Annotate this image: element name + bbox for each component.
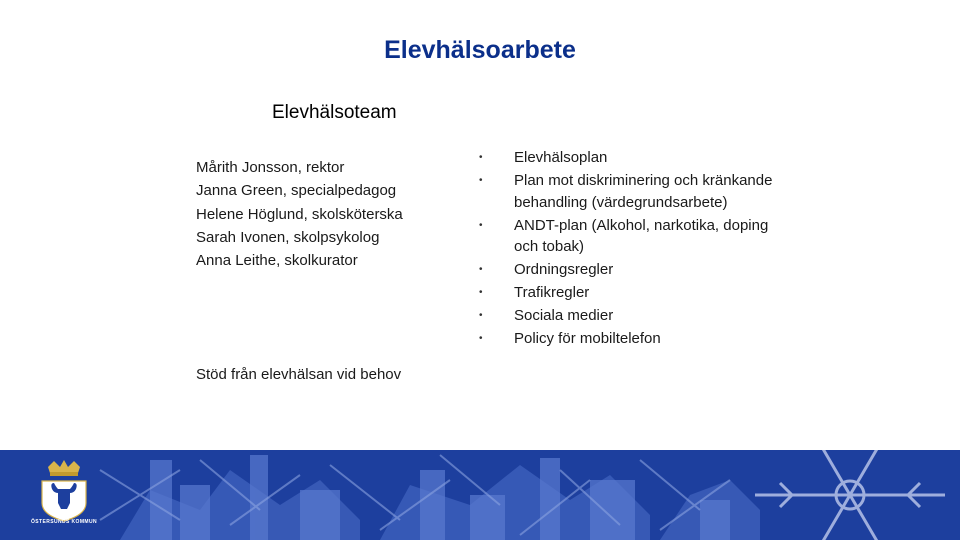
- document-label: Trafikregler: [514, 284, 590, 301]
- document-label: Plan mot diskriminering och kränkande behandling (värdegrundsarbete): [514, 172, 773, 211]
- team-heading: Elevhälsoteam: [272, 102, 397, 123]
- team-members-list: [196, 156, 403, 272]
- bullet-icon: •: [479, 152, 483, 163]
- documents-list: [474, 147, 774, 351]
- bullet-icon: •: [479, 333, 483, 344]
- document-label: Elevhälsoplan: [514, 149, 608, 166]
- footer-banner: [0, 450, 960, 540]
- team-member: Sarah Ivonen, skolpsykolog: [196, 228, 380, 246]
- document-item: [474, 259, 774, 281]
- bullet-icon: •: [479, 310, 483, 321]
- team-member: Janna Green, specialpedagog: [196, 182, 397, 200]
- team-member: Anna Leithe, skolkurator: [196, 252, 358, 270]
- support-note: Stöd från elevhälsan vid behov: [196, 366, 402, 383]
- document-label: Policy för mobiltelefon: [514, 330, 661, 347]
- team-member: Helene Höglund, skolsköterska: [196, 205, 403, 223]
- document-label: Sociala medier: [514, 307, 614, 324]
- document-item: [474, 215, 774, 258]
- document-label: Ordningsregler: [514, 261, 614, 278]
- document-label: ANDT-plan (Alkohol, narkotika, doping och tobak): [514, 216, 769, 255]
- bullet-icon: •: [479, 219, 483, 231]
- document-item: [474, 305, 774, 327]
- municipality-crest-icon: [34, 459, 94, 537]
- team-member: Mårith Jonsson, rektor: [196, 159, 345, 176]
- document-item: [474, 147, 774, 169]
- slide-title: Elevhälsoarbete: [384, 36, 576, 64]
- bullet-icon: •: [479, 264, 483, 275]
- logo-text: ÖSTERSUNDS KOMMUN: [31, 519, 97, 525]
- bullet-icon: •: [479, 287, 483, 298]
- document-item: [474, 282, 774, 304]
- document-item: [474, 170, 774, 213]
- document-item: [474, 328, 774, 350]
- bullet-icon: •: [479, 175, 483, 186]
- city-pattern-graphic: [0, 450, 960, 540]
